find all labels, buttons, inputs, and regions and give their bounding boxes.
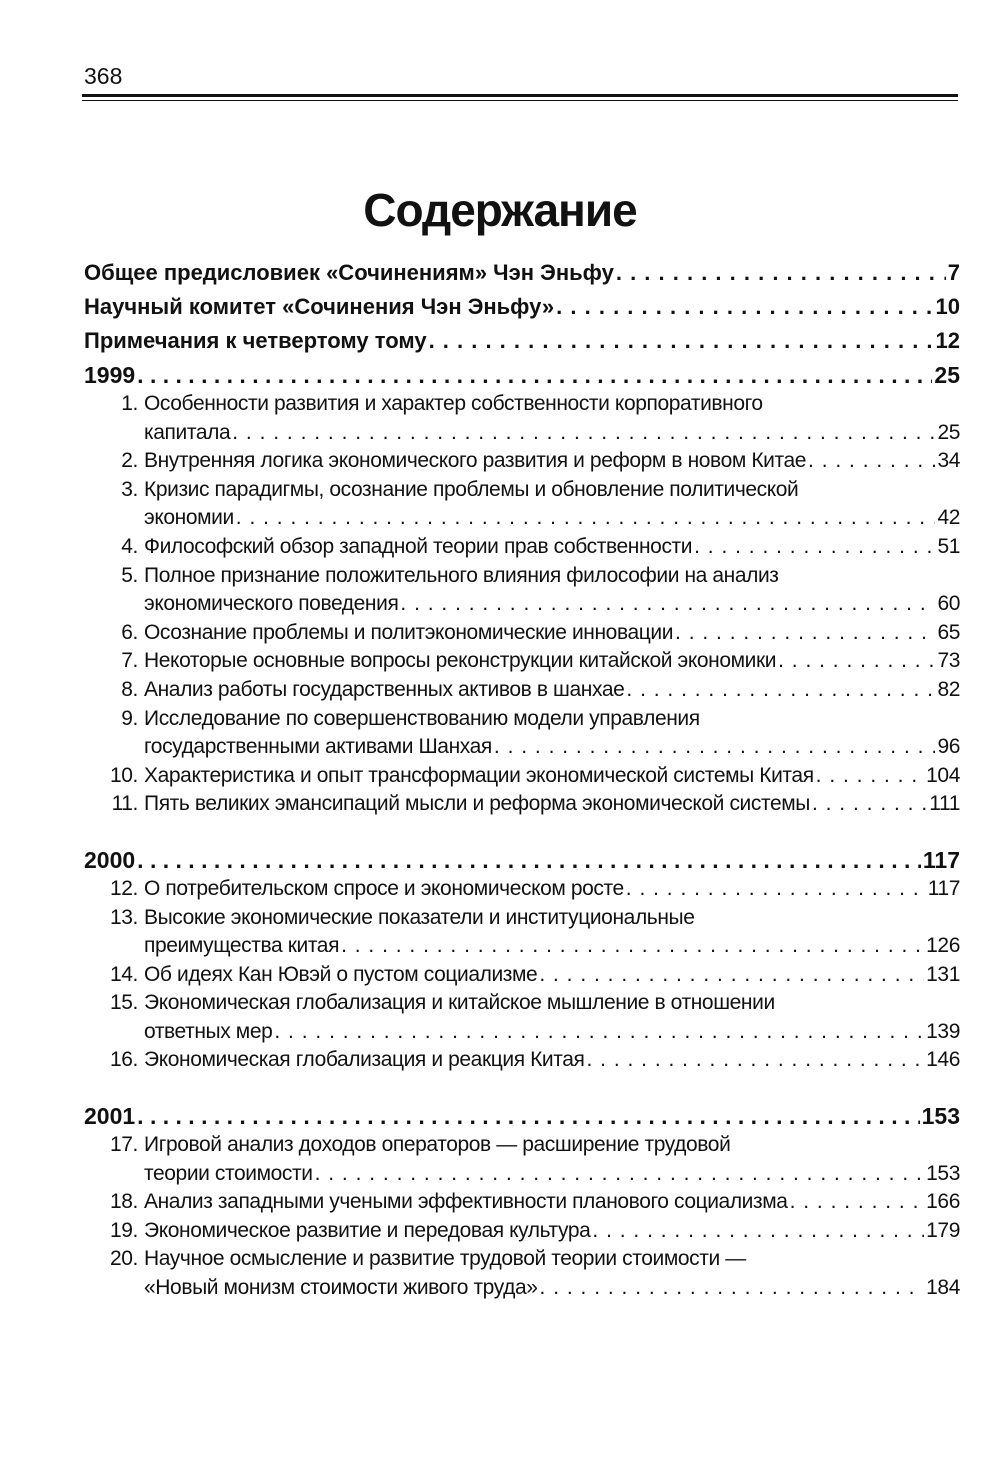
dot-leader	[137, 845, 921, 875]
toc-entry-page: 139	[926, 1019, 960, 1043]
toc-entry-body	[144, 562, 960, 619]
toc-item-page: 12	[935, 328, 960, 353]
toc-entry	[84, 1131, 960, 1188]
header-rule-thick	[82, 94, 958, 97]
toc-entry-number: 14.	[110, 962, 138, 986]
toc-entry-number: 2.	[121, 449, 138, 473]
toc-entry	[84, 1217, 960, 1246]
toc-entry-title-line: Полное признание положительного влияния философии на анализ	[144, 563, 779, 587]
toc-entry-last-line	[144, 1274, 960, 1303]
toc-entry	[84, 1046, 960, 1075]
toc-entry-title-line: Кризис парадигмы, осознание проблемы и обновление политической	[144, 477, 799, 501]
toc-entry-number: 13.	[110, 905, 138, 929]
toc-entry-title: теории стоимости	[144, 1161, 313, 1185]
toc-entry-body	[144, 619, 960, 648]
toc-entry-number: 4.	[121, 534, 138, 558]
toc-entry-body	[144, 1188, 960, 1217]
dot-leader	[429, 326, 934, 356]
toc-entry-title: О потребительском спросе и экономическом росте	[144, 876, 624, 900]
toc-entry-page: 42	[937, 506, 960, 530]
toc-entry-title: государственными активами Шанхая	[144, 735, 492, 759]
toc-year: 2000	[84, 846, 136, 873]
page-title: Содержание	[363, 184, 637, 236]
toc-entry	[84, 676, 960, 705]
toc-entry-last-line	[144, 590, 960, 619]
toc-entry	[84, 1188, 960, 1217]
toc-entry-title: Экономическое развитие и передовая культура	[144, 1218, 591, 1242]
toc-entry-last-line	[144, 619, 960, 648]
toc-entry-last-line	[144, 790, 960, 819]
toc-entry-number: 7.	[121, 649, 138, 673]
dot-leader	[808, 447, 935, 476]
dot-leader	[694, 533, 935, 562]
toc-entry-body	[144, 705, 960, 762]
toc-entry-body	[144, 1131, 960, 1188]
toc-entry-number: 19.	[110, 1218, 138, 1242]
toc-entry-title: Экономическая глобализация и реакция Китая	[144, 1048, 585, 1072]
toc-entry-title: Анализ западными учеными эффективности планового социализма	[144, 1190, 788, 1214]
toc-entry	[84, 961, 960, 990]
toc-entry-number: 9.	[121, 706, 138, 730]
toc-entry-body	[144, 790, 960, 819]
toc-entry-last-line	[144, 762, 960, 791]
toc-entry-last-line	[144, 533, 960, 562]
toc-entry-page: 153	[926, 1161, 960, 1185]
toc-front-matter-item	[84, 322, 960, 356]
toc-entry-title: Анализ работы государственных активов в шанхае	[144, 677, 625, 701]
toc-entry-body	[144, 676, 960, 705]
dot-leader	[556, 292, 933, 322]
toc-entry-body	[144, 904, 960, 961]
toc-entry	[84, 619, 960, 648]
toc-entry-page: 146	[926, 1048, 960, 1072]
toc-year-page: 117	[922, 846, 960, 873]
dot-leader	[341, 932, 924, 961]
toc-entry	[84, 790, 960, 819]
dot-leader	[778, 647, 935, 676]
dot-leader	[812, 790, 927, 819]
toc-year-heading	[84, 356, 960, 390]
dot-leader	[236, 504, 936, 533]
toc-entry-last-line	[144, 1160, 960, 1189]
toc-entry-number: 1.	[121, 392, 138, 415]
toc-entry-body	[144, 533, 960, 562]
toc-entry-page: 96	[937, 735, 960, 759]
dot-leader	[626, 875, 926, 904]
toc-entry-body	[144, 875, 960, 904]
toc-entry-number: 18.	[110, 1190, 138, 1214]
toc-entry-title: ответных мер	[144, 1019, 273, 1043]
toc-entry-page: 104	[926, 763, 960, 787]
toc-entry-title-line: Научное осмысление и развитие трудовой теории стоимости —	[144, 1247, 746, 1271]
toc-entry-title-line: Особенности развития и характер собственности корпоративного	[144, 392, 763, 415]
toc-entry	[84, 476, 960, 533]
toc-entry-page: 25	[937, 420, 960, 444]
toc-entry-title-line: Высокие экономические показатели и институциональные	[144, 905, 695, 929]
dot-leader	[816, 762, 924, 791]
dot-leader	[539, 961, 924, 990]
toc-entry	[84, 904, 960, 961]
toc-entry-page: 51	[937, 534, 960, 558]
dot-leader	[494, 733, 936, 762]
toc-entry-number: 3.	[121, 477, 138, 501]
toc-entry-title-line: Игровой анализ доходов операторов — расширение трудовой	[144, 1133, 731, 1157]
toc-entry-page: 117	[927, 876, 960, 900]
toc-entry-title: экономического поведения	[144, 592, 399, 616]
toc-entry-body	[144, 390, 960, 447]
toc-entry	[84, 390, 960, 447]
dot-leader	[675, 619, 935, 648]
toc-entry-title: Некоторые основные вопросы реконструкции китайской экономики	[144, 649, 777, 673]
header-rule-thin	[82, 100, 958, 101]
toc-entry-number: 8.	[121, 677, 138, 701]
toc-entry-number: 12.	[110, 876, 138, 900]
dot-leader	[616, 258, 946, 288]
dot-leader	[137, 360, 932, 390]
toc-entry-title: «Новый монизм стоимости живого труда»	[144, 1276, 538, 1300]
toc-entry-last-line	[144, 1217, 960, 1246]
toc-entry-number: 16.	[110, 1048, 138, 1072]
toc-entry-body	[144, 1245, 960, 1302]
toc-entry-last-line	[144, 1018, 960, 1047]
toc-entry-title: капитала	[144, 420, 231, 444]
dot-leader	[137, 1101, 919, 1131]
toc-entry	[84, 1245, 960, 1302]
toc-year-page: 25	[934, 362, 960, 388]
toc-year: 2001	[84, 1103, 136, 1130]
toc-item-page: 7	[947, 260, 960, 285]
toc-entry	[84, 875, 960, 904]
toc-item-title: Общее предисловиек «Сочинениям» Чэн Эньфу	[84, 260, 614, 285]
toc-entry-body	[144, 647, 960, 676]
toc-entry-number: 6.	[121, 620, 138, 644]
dot-leader	[400, 590, 935, 619]
dot-leader	[626, 676, 935, 705]
dot-leader	[540, 1274, 925, 1303]
table-of-contents	[84, 254, 960, 1303]
toc-entry-number: 17.	[110, 1133, 138, 1157]
toc-entry-number: 10.	[110, 763, 138, 787]
toc-entry	[84, 705, 960, 762]
toc-entry-body	[144, 476, 960, 533]
toc-entry	[84, 447, 960, 476]
dot-leader	[592, 1217, 924, 1246]
toc-entry-page: 82	[937, 677, 960, 701]
toc-entry-page: 179	[926, 1218, 960, 1242]
toc-entry	[84, 762, 960, 791]
toc-entry-last-line	[144, 504, 960, 533]
toc-item-title: Научный комитет «Сочинения Чэн Эньфу»	[84, 294, 555, 319]
page-number: 368	[84, 63, 123, 89]
toc-entry	[84, 647, 960, 676]
toc-entry-title: Характеристика и опыт трансформации экономической системы Китая	[144, 763, 814, 787]
toc-entry-last-line	[144, 647, 960, 676]
toc-entry-number: 5.	[121, 563, 138, 587]
toc-entry-body	[144, 762, 960, 791]
toc-front-matter-item	[84, 288, 960, 322]
toc-entry-body	[144, 989, 960, 1046]
toc-entry-body	[144, 447, 960, 476]
toc-entry-title-line: Экономическая глобализация и китайское мышление в отношении	[144, 991, 775, 1015]
toc-entry-body	[144, 1217, 960, 1246]
toc-entry-last-line	[144, 447, 960, 476]
dot-leader	[274, 1018, 924, 1047]
toc-entry-title: Осознание проблемы и политэкономические инновации	[144, 620, 674, 644]
toc-entry-page: 126	[926, 934, 960, 958]
toc-entry	[84, 533, 960, 562]
toc-item-page: 10	[935, 294, 960, 319]
toc-entry-number: 20.	[110, 1247, 138, 1271]
toc-entry-page: 166	[926, 1190, 960, 1214]
dot-leader	[587, 1046, 925, 1075]
toc-entry-page: 60	[937, 592, 960, 616]
toc-front-matter-item	[84, 254, 960, 288]
toc-year-heading	[84, 841, 960, 875]
toc-entry-page: 73	[937, 649, 960, 673]
dot-leader	[232, 419, 935, 448]
toc-entry-page: 111	[929, 792, 960, 816]
toc-entry-body	[144, 1046, 960, 1075]
toc-entry-last-line	[144, 419, 960, 448]
dot-leader	[315, 1160, 925, 1189]
toc-entry-last-line	[144, 1046, 960, 1075]
toc-year-heading	[84, 1097, 960, 1131]
toc-entry-number: 11.	[111, 792, 138, 816]
toc-entry-last-line	[144, 1188, 960, 1217]
toc-entry-last-line	[144, 676, 960, 705]
toc-entry-title: преимущества китая	[144, 934, 340, 958]
dot-leader	[790, 1188, 925, 1217]
toc-entry-title: экономии	[144, 506, 234, 530]
toc-entry	[84, 562, 960, 619]
toc-entry-title-line: Исследование по совершенствованию модели управления	[144, 706, 700, 730]
toc-entry-title: Философский обзор западной теории прав собственности	[144, 534, 693, 558]
toc-entry-page: 34	[937, 449, 960, 473]
toc-entry-last-line	[144, 733, 960, 762]
toc-entry	[84, 989, 960, 1046]
toc-entry-last-line	[144, 932, 960, 961]
toc-entry-title: Пять великих эмансипаций мысли и реформа экономической системы	[144, 792, 810, 816]
toc-entry-title: Об идеях Кан Ювэй о пустом социализме	[144, 962, 538, 986]
toc-entry-page: 184	[926, 1276, 960, 1300]
toc-entry-page: 65	[937, 620, 960, 644]
toc-year: 1999	[84, 362, 136, 388]
toc-entry-last-line	[144, 961, 960, 990]
toc-entry-number: 15.	[110, 991, 138, 1015]
toc-entry-last-line	[144, 875, 960, 904]
toc-entry-title: Внутренняя логика экономического развития и реформ в новом Китае	[144, 449, 807, 473]
toc-year-page: 153	[921, 1103, 960, 1130]
toc-entry-page: 131	[926, 962, 960, 986]
toc-item-title: Примечания к четвертому тому	[84, 328, 427, 353]
toc-entry-body	[144, 961, 960, 990]
